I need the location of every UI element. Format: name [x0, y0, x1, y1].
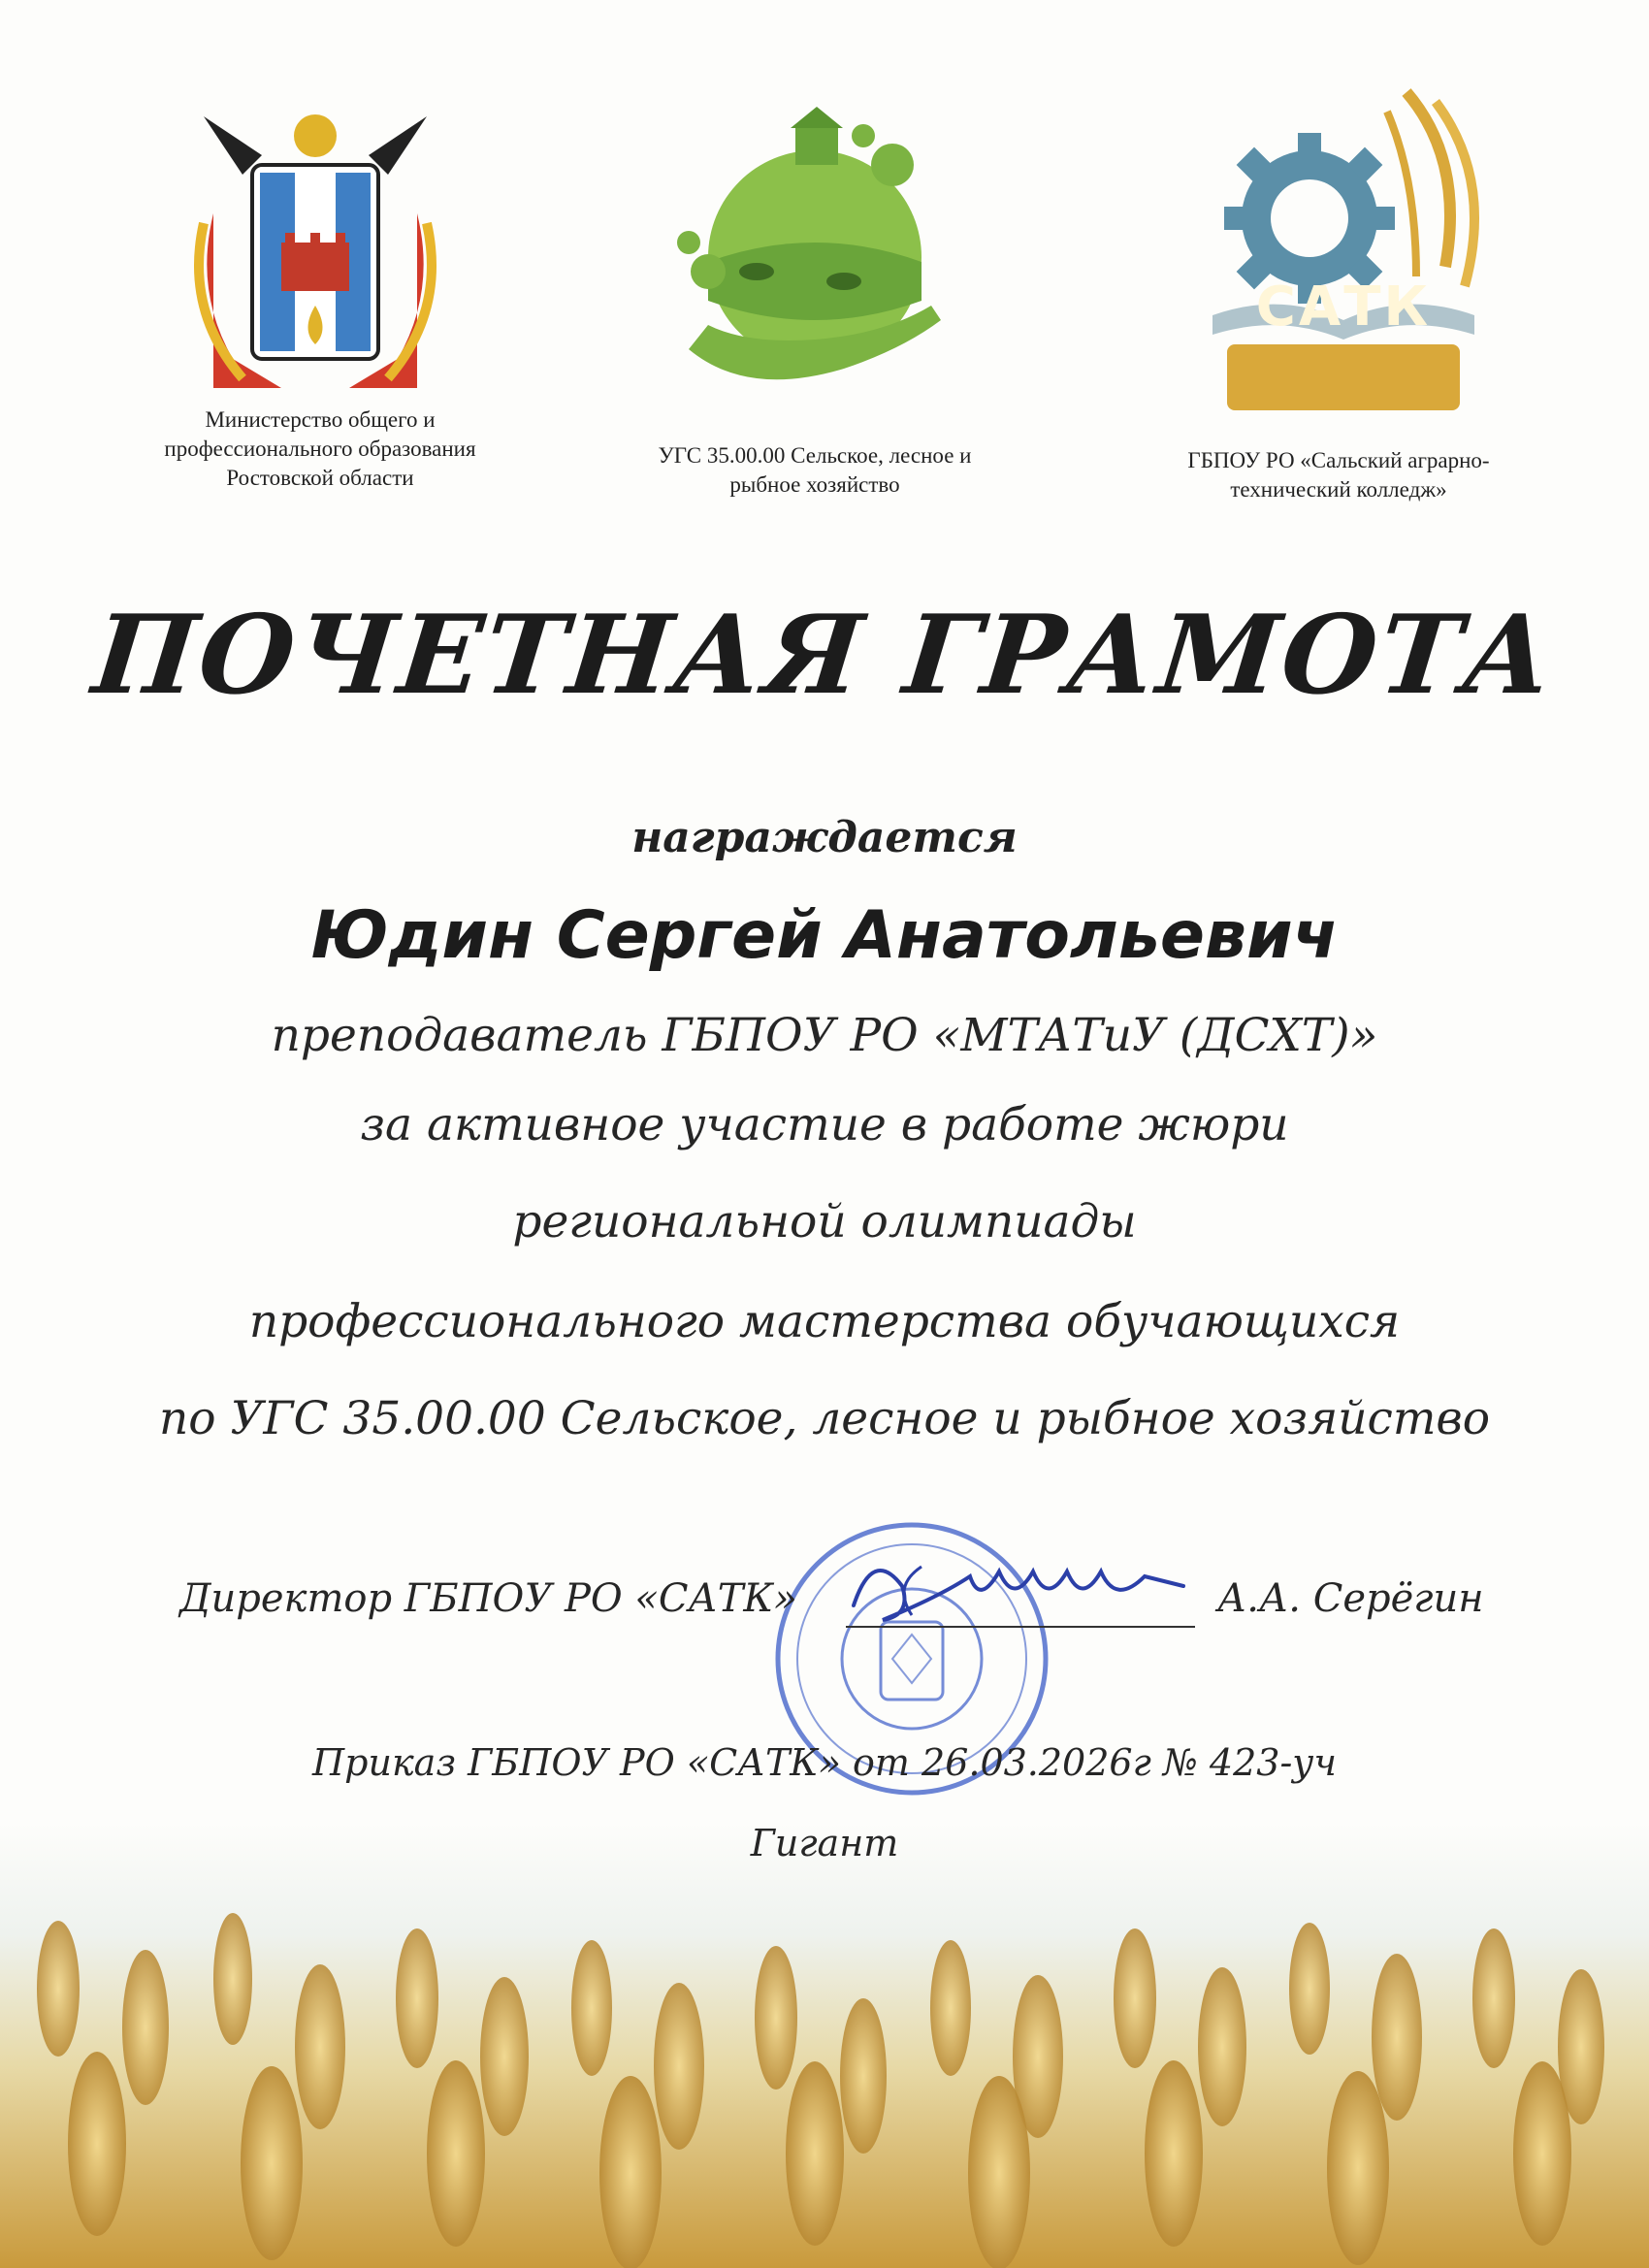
director-name: А.А. Серёгин	[1217, 1576, 1484, 1621]
city-name: Гигант	[750, 1822, 899, 1864]
body-line: за активное участие в работе жюри	[360, 1098, 1289, 1151]
agriculture-globe-hand-icon	[650, 107, 960, 403]
certificate-title: ПОЧЕТНАЯ ГРАМОТА	[87, 592, 1562, 719]
college-caption-line: технический колледж»	[1230, 477, 1447, 502]
body-line: по УГС 35.00.00 Сельское, лесное и рыбное хозяйство	[158, 1392, 1491, 1445]
ministry-caption-line: профессионального образования	[164, 437, 476, 461]
order-reference: Приказ ГБПОУ РО «САТК» от 26.03.2026г № 423-уч	[312, 1741, 1337, 1784]
recipient-name: Юдин Сергей Анатольевич	[310, 897, 1339, 974]
satk-emblem-text: САТК	[1255, 275, 1432, 339]
rostov-coat-of-arms-icon	[175, 97, 456, 393]
college-caption-line: ГБПОУ РО «Сальский аграрно-	[1187, 448, 1490, 472]
ministry-caption	[107, 405, 534, 493]
ugs-caption	[601, 441, 1028, 500]
handwritten-signature-icon	[834, 1528, 1203, 1644]
body-line: региональной олимпиады	[512, 1195, 1137, 1248]
director-position: Директор ГБПОУ РО «САТК»	[179, 1576, 797, 1621]
wheat-field-background	[0, 1824, 1649, 2268]
ugs-caption-line: УГС 35.00.00 Сельское, лесное и	[658, 443, 972, 468]
college-caption	[1125, 446, 1552, 504]
signature-line	[0, 1571, 1649, 1639]
body-line: профессионального мастерства обучающихся	[248, 1295, 1401, 1348]
body-line: преподаватель ГБПОУ РО «МТАТиУ (ДСХТ)»	[271, 1009, 1378, 1062]
ministry-caption-line: Ростовской области	[226, 466, 414, 490]
satk-college-emblem-icon	[1183, 73, 1504, 417]
awarded-label: награждается	[631, 813, 1018, 862]
ministry-caption-line: Министерство общего и	[205, 407, 436, 432]
ugs-caption-line: рыбное хозяйство	[729, 472, 900, 497]
